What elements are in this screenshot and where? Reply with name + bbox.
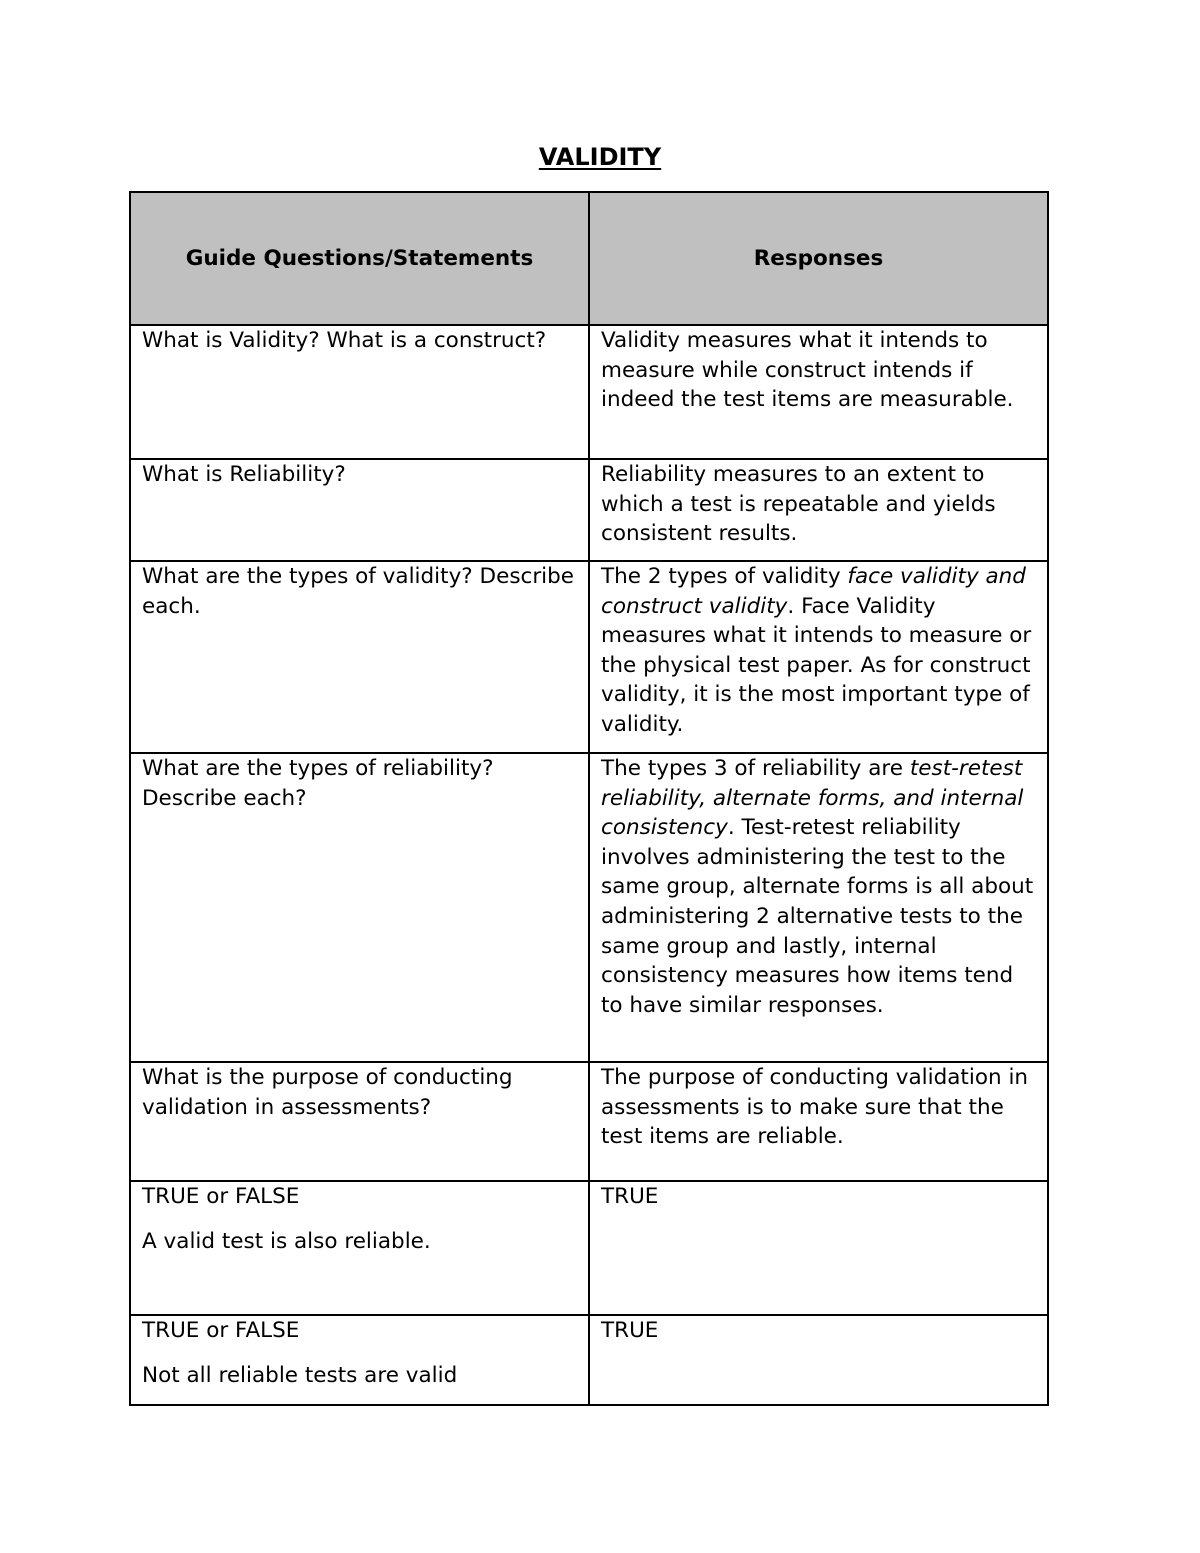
question-text: What is Validity? What is a construct? <box>142 328 547 353</box>
question-text: What are the types of reliability? Describe each? <box>142 756 494 811</box>
question-cell <box>130 325 589 459</box>
table-row <box>130 561 1048 753</box>
response-text-emphasis: face validity and construct validity <box>601 564 1026 619</box>
table-header-row <box>130 192 1048 325</box>
table-row <box>130 753 1048 1062</box>
question-text: What is Reliability? <box>142 462 346 487</box>
question-cell <box>130 561 589 753</box>
true-false-label: TRUE or FALSE <box>142 1318 300 1343</box>
qa-table <box>129 191 1049 1406</box>
table-row <box>130 459 1048 561</box>
response-cell <box>589 561 1048 753</box>
header-guide-questions: Guide Questions/Statements <box>130 192 589 325</box>
true-false-label: TRUE or FALSE <box>142 1184 300 1209</box>
table-row <box>130 325 1048 459</box>
table-row <box>130 1315 1048 1405</box>
header-responses: Responses <box>589 192 1048 325</box>
response-text: TRUE <box>601 1184 659 1209</box>
response-text <box>601 562 1037 740</box>
response-cell <box>589 459 1048 561</box>
response-cell <box>589 753 1048 1062</box>
question-cell <box>130 753 589 1062</box>
response-text: Validity measures what it intends to measure while construct intends if indeed the test items are measurable. <box>601 328 1014 413</box>
question-text: What is the purpose of conducting validation in assessments? <box>142 1065 513 1120</box>
response-cell <box>589 1315 1048 1405</box>
response-text-intro: The types 3 of reliability are <box>601 756 910 781</box>
table-row <box>130 1062 1048 1181</box>
question-cell <box>130 1062 589 1181</box>
response-text: Reliability measures to an extent to which a test is repeatable and yields consistent results. <box>601 462 996 547</box>
question-text: A valid test is also reliable. <box>142 1228 431 1254</box>
question-cell <box>130 459 589 561</box>
response-text-rest: . Test-retest reliability involves administering the test to the same group, alternate forms is all about administering 2 alternative tests to the same group and lastly, internal consistency measures how items tend to have similar responses. <box>601 815 1034 1018</box>
response-text: The purpose of conducting validation in assessments is to make sure that the test items are reliable. <box>601 1065 1029 1150</box>
response-text <box>601 754 1037 1020</box>
response-text-emphasis: test-retest reliability, alternate forms, and internal consistency <box>601 756 1024 841</box>
question-cell <box>130 1181 589 1315</box>
response-cell <box>589 1062 1048 1181</box>
response-text: TRUE <box>601 1318 659 1343</box>
response-text-intro: The 2 types of validity <box>601 564 848 589</box>
response-text-rest: . Face Validity measures what it intends to measure or the physical test paper. As for construct validity, it is the most important type of validity. <box>601 593 1032 737</box>
response-cell <box>589 1181 1048 1315</box>
question-text: Not all reliable tests are valid <box>142 1362 458 1388</box>
table-row <box>130 1181 1048 1315</box>
question-cell <box>130 1315 589 1405</box>
question-text: What are the types of validity? Describe each. <box>142 564 575 619</box>
response-cell <box>589 325 1048 459</box>
page-title: VALIDITY <box>538 143 662 171</box>
